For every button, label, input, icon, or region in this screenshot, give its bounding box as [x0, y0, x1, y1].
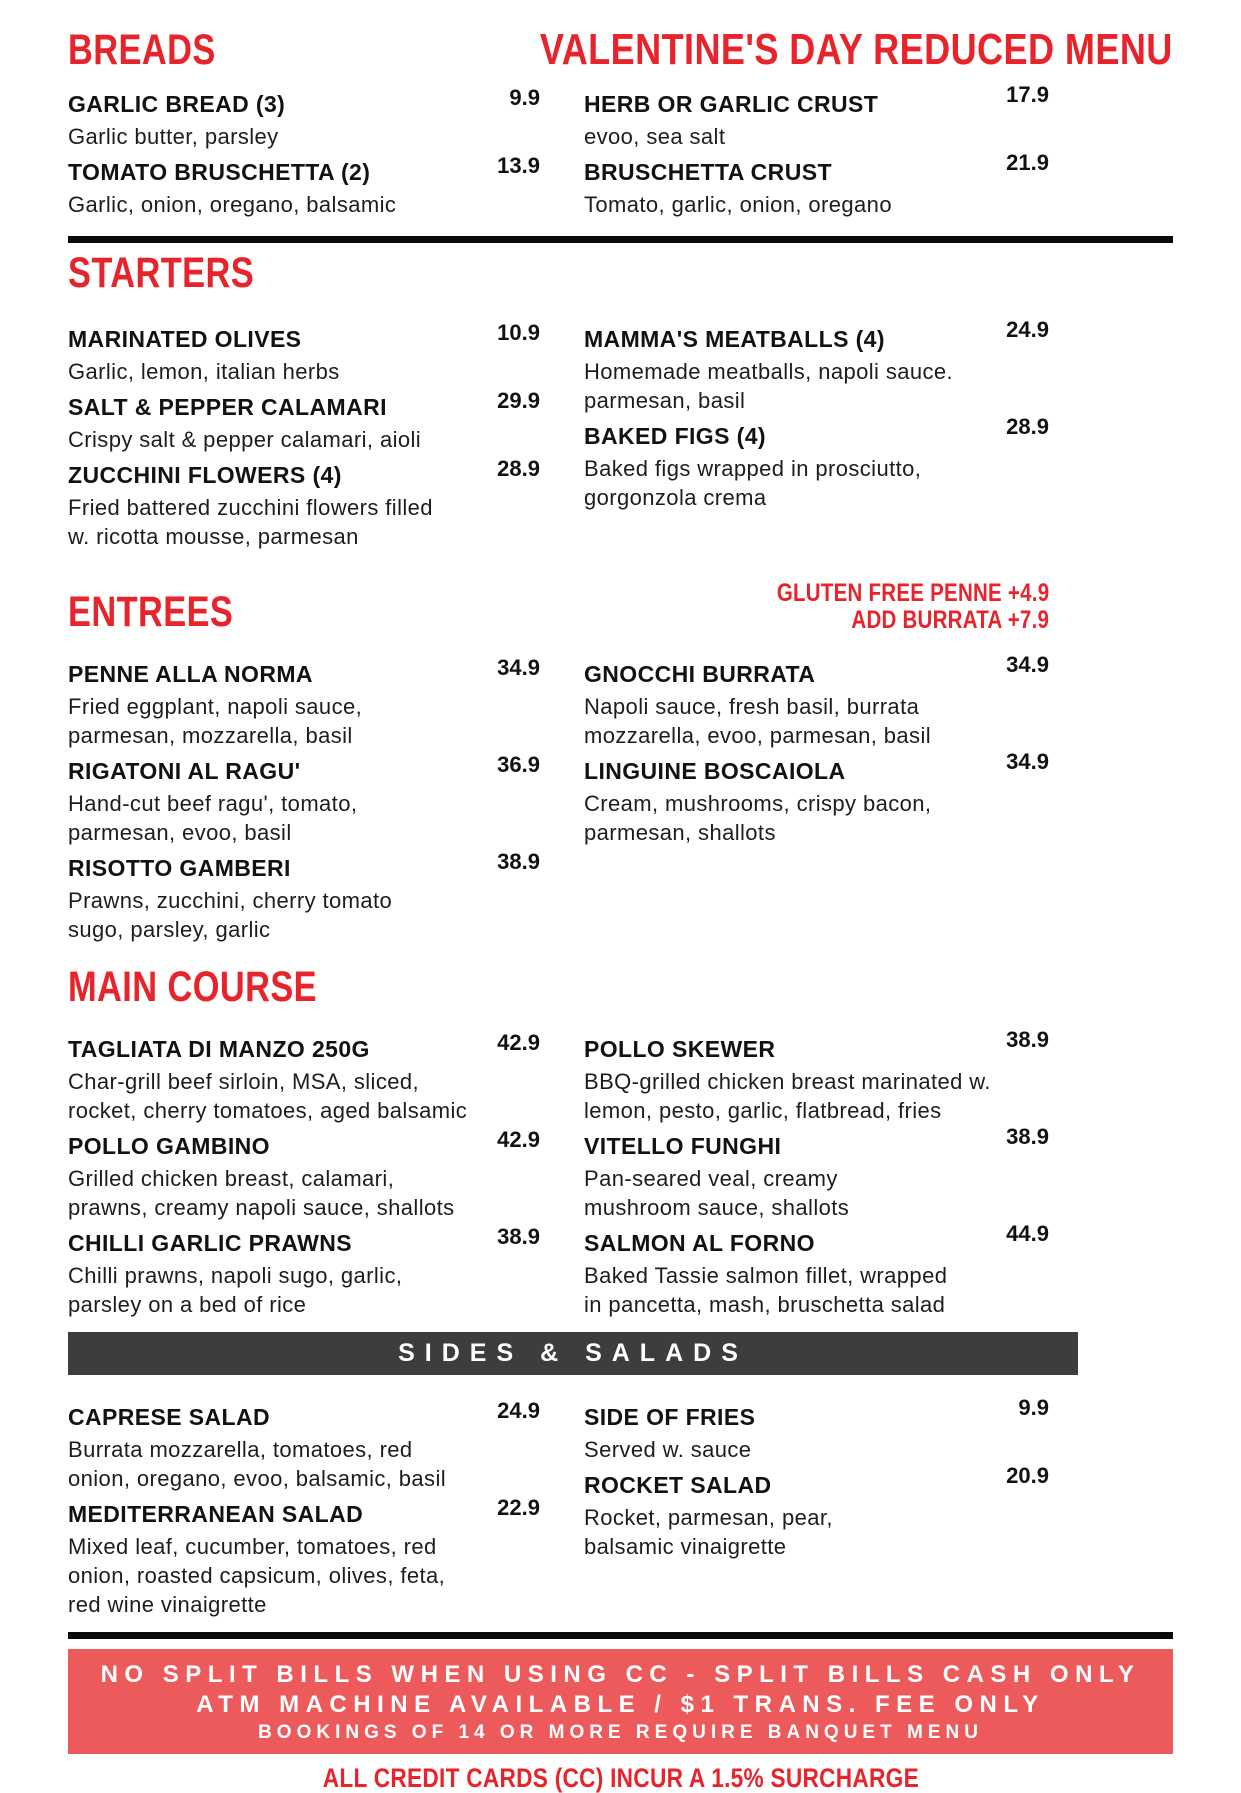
item-desc-line: parmesan, shallots [584, 820, 776, 845]
menu-column [584, 652, 1049, 951]
item-price: 38.9 [497, 1224, 540, 1249]
item-price: 24.9 [1006, 317, 1049, 342]
menu-grid [68, 1395, 1173, 1626]
item-description [584, 1435, 1049, 1464]
banner-label: SIDES & SALADS [398, 1339, 748, 1367]
menu-item-head [68, 320, 540, 353]
menu-grid [68, 1027, 1173, 1326]
item-name: HERB OR GARLIC CRUST [584, 91, 879, 117]
item-price: 21.9 [1006, 150, 1049, 175]
menu-column [584, 317, 1049, 558]
menu-column [584, 1027, 1049, 1326]
section-breads [68, 82, 1173, 226]
menu-item [68, 388, 540, 454]
surcharge-note-wrap [68, 1763, 1173, 1793]
menu-item [584, 1027, 1049, 1125]
menu-item-head [584, 1395, 1049, 1431]
item-description [68, 357, 540, 386]
item-description [68, 1164, 540, 1222]
item-name: BRUSCHETTA CRUST [584, 159, 832, 185]
menu-item-head [584, 150, 1049, 186]
item-desc-line: Napoli sauce, fresh basil, burrata [584, 694, 920, 719]
menu-item [68, 456, 540, 551]
item-desc-line: gorgonzola crema [584, 485, 767, 510]
menu-item [584, 1124, 1049, 1222]
menu-item-head [68, 1030, 540, 1063]
item-desc-line: Rocket, parmesan, pear, [584, 1505, 833, 1530]
note-line: GLUTEN FREE PENNE +4.9 [776, 579, 1049, 607]
menu-column [68, 655, 540, 951]
sides-salads-banner [68, 1332, 1078, 1375]
menu-column [68, 1398, 540, 1626]
item-price: 34.9 [497, 655, 540, 680]
note-line-wrap [717, 607, 1049, 634]
item-desc-line: Fried eggplant, napoli sauce, [68, 694, 363, 719]
note-line: ADD BURRATA +7.9 [851, 606, 1049, 634]
menu-item [584, 82, 1049, 151]
item-description [68, 692, 540, 750]
section-notes [717, 580, 1049, 634]
item-desc-line: Crispy salt & pepper calamari, aioli [68, 427, 422, 452]
item-price: 9.9 [1018, 1395, 1049, 1420]
menu-item-head [584, 414, 1049, 450]
menu-item [68, 1030, 540, 1125]
item-description [584, 1067, 1049, 1125]
item-desc-line: BBQ-grilled chicken breast marinated w. [584, 1069, 991, 1094]
item-name: VITELLO FUNGHI [584, 1133, 782, 1159]
item-name: CAPRESE SALAD [68, 1404, 271, 1430]
item-description [584, 122, 1049, 151]
note-line-wrap [717, 580, 1049, 607]
item-price: 38.9 [1006, 1027, 1049, 1052]
item-description [68, 1435, 540, 1493]
menu-item-head [584, 652, 1049, 688]
menu-item [68, 1495, 540, 1619]
footer-notice-line: BOOKINGS OF 14 OR MORE REQUIRE BANQUET MENU [258, 1722, 983, 1743]
footer-notice-box [68, 1649, 1173, 1754]
menu-item [68, 85, 540, 151]
item-desc-line: Tomato, garlic, onion, oregano [584, 192, 892, 217]
item-name: MARINATED OLIVES [68, 326, 302, 352]
item-desc-line: balsamic vinaigrette [584, 1534, 787, 1559]
menu-item [68, 1127, 540, 1222]
page-title: VALENTINE'S DAY REDUCED MENU [540, 25, 1173, 74]
item-desc-line: parsley on a bed of rice [68, 1292, 307, 1317]
menu-grid [68, 82, 1173, 226]
section-heading-row [68, 965, 1049, 1009]
menu-item [584, 414, 1049, 512]
item-price: 34.9 [1006, 652, 1049, 677]
item-price: 9.9 [509, 85, 540, 110]
item-desc-line: Grilled chicken breast, calamari, [68, 1166, 395, 1191]
item-desc-line: Baked Tassie salmon fillet, wrapped [584, 1263, 948, 1288]
menu-item [584, 150, 1049, 219]
item-price: 17.9 [1006, 82, 1049, 107]
item-name: SALMON AL FORNO [584, 1230, 815, 1256]
item-name: ROCKET SALAD [584, 1472, 772, 1498]
item-description [584, 789, 1049, 847]
item-name: GARLIC BREAD (3) [68, 91, 286, 117]
page-header [68, 25, 1173, 74]
item-name: CHILLI GARLIC PRAWNS [68, 1230, 352, 1256]
item-description [68, 190, 540, 219]
menu-item-head [584, 1027, 1049, 1063]
item-desc-line: Hand-cut beef ragu', tomato, [68, 791, 358, 816]
item-name: POLLO SKEWER [584, 1036, 776, 1062]
menu-column [68, 1030, 540, 1326]
section-heading-main_course: MAIN COURSE [68, 963, 318, 1011]
item-description [584, 1503, 1049, 1561]
item-price: 42.9 [497, 1127, 540, 1152]
item-desc-line: Baked figs wrapped in prosciutto, [584, 456, 922, 481]
menu-sections [68, 82, 1173, 1626]
item-desc-line: Char-grill beef sirloin, MSA, sliced, [68, 1069, 420, 1094]
item-name: TOMATO BRUSCHETTA (2) [68, 159, 371, 185]
item-desc-line: Prawns, zucchini, cherry tomato [68, 888, 393, 913]
menu-item [68, 752, 540, 847]
item-name: ZUCCHINI FLOWERS (4) [68, 462, 342, 488]
menu-item-head [68, 849, 540, 882]
menu-item [584, 652, 1049, 750]
menu-item [68, 1398, 540, 1493]
item-name: POLLO GAMBINO [68, 1133, 270, 1159]
item-description [584, 190, 1049, 219]
footer-notice-line: NO SPLIT BILLS WHEN USING CC - SPLIT BILLS CASH ONLY [100, 1661, 1141, 1688]
menu-item-head [68, 1495, 540, 1528]
item-desc-line: Mixed leaf, cucumber, tomatoes, red [68, 1534, 437, 1559]
item-desc-line: parmesan, evoo, basil [68, 820, 292, 845]
item-name: MEDITERRANEAN SALAD [68, 1501, 364, 1527]
item-name: RISOTTO GAMBERI [68, 855, 291, 881]
item-price: 44.9 [1006, 1221, 1049, 1246]
item-price: 38.9 [1006, 1124, 1049, 1149]
item-name: PENNE ALLA NORMA [68, 661, 313, 687]
menu-item-head [68, 1224, 540, 1257]
item-price: 29.9 [497, 388, 540, 413]
item-description [68, 1532, 540, 1619]
item-price: 24.9 [497, 1398, 540, 1423]
item-desc-line: evoo, sea salt [584, 124, 726, 149]
item-description [584, 692, 1049, 750]
menu-item [584, 317, 1049, 415]
menu-item-head [584, 82, 1049, 118]
item-price: 28.9 [1006, 414, 1049, 439]
item-name: TAGLIATA DI MANZO 250G [68, 1036, 370, 1062]
menu-item [68, 849, 540, 944]
section-heading-entrees: ENTREES [68, 588, 234, 636]
footer-notice-line: ATM MACHINE AVAILABLE / $1 TRANS. FEE ONLY [196, 1691, 1045, 1718]
item-desc-line: prawns, creamy napoli sauce, shallots [68, 1195, 455, 1220]
menu-column [68, 320, 540, 558]
section-main_course [68, 965, 1173, 1326]
item-description [584, 454, 1049, 512]
item-desc-line: parmesan, mozzarella, basil [68, 723, 353, 748]
item-desc-line: onion, oregano, evoo, balsamic, basil [68, 1466, 447, 1491]
item-desc-line: red wine vinaigrette [68, 1592, 267, 1617]
item-name: MAMMA'S MEATBALLS (4) [584, 326, 885, 352]
item-desc-line: Burrata mozzarella, tomatoes, red [68, 1437, 413, 1462]
menu-item-head [68, 388, 540, 421]
item-description [68, 789, 540, 847]
section-heading-starters: STARTERS [68, 249, 255, 297]
item-desc-line: mushroom sauce, shallots [584, 1195, 850, 1220]
section-heading-breads: BREADS [68, 26, 216, 74]
menu-column [584, 82, 1049, 226]
item-name: GNOCCHI BURRATA [584, 661, 816, 687]
item-desc-line: Homemade meatballs, napoli sauce. [584, 359, 954, 384]
menu-item-head [68, 655, 540, 688]
menu-grid [68, 652, 1173, 951]
item-desc-line: Cream, mushrooms, crispy bacon, [584, 791, 932, 816]
menu-item [68, 1224, 540, 1319]
section-divider [68, 236, 1173, 243]
menu-item-head [68, 456, 540, 489]
item-price: 28.9 [497, 456, 540, 481]
menu-item [584, 749, 1049, 847]
item-desc-line: Chilli prawns, napoli sugo, garlic, [68, 1263, 403, 1288]
menu-item-head [584, 1124, 1049, 1160]
section-heading-row [68, 251, 1049, 295]
item-price: 20.9 [1006, 1463, 1049, 1488]
item-description [68, 1261, 540, 1319]
item-desc-line: lemon, pesto, garlic, flatbread, fries [584, 1098, 942, 1123]
item-description [584, 1164, 1049, 1222]
item-desc-line: mozzarella, evoo, parmesan, basil [584, 723, 932, 748]
menu-item [584, 1395, 1049, 1464]
menu-item-head [68, 153, 540, 186]
item-desc-line: Garlic, onion, oregano, balsamic [68, 192, 397, 217]
menu-item [584, 1221, 1049, 1319]
item-description [68, 122, 540, 151]
item-name: SIDE OF FRIES [584, 1404, 756, 1430]
item-price: 13.9 [497, 153, 540, 178]
item-desc-line: rocket, cherry tomatoes, aged balsamic [68, 1098, 468, 1123]
item-desc-line: onion, roasted capsicum, olives, feta, [68, 1563, 446, 1588]
section-sides_salads [68, 1332, 1173, 1626]
item-price: 34.9 [1006, 749, 1049, 774]
menu-item [68, 153, 540, 219]
item-price: 22.9 [497, 1495, 540, 1520]
menu-item [68, 655, 540, 750]
item-desc-line: Garlic butter, parsley [68, 124, 279, 149]
item-name: BAKED FIGS (4) [584, 423, 766, 449]
item-name: SALT & PEPPER CALAMARI [68, 394, 387, 420]
menu-item-head [584, 1463, 1049, 1499]
menu-item-head [584, 1221, 1049, 1257]
menu-grid [68, 317, 1173, 558]
item-price: 10.9 [497, 320, 540, 345]
item-desc-line: Served w. sauce [584, 1437, 752, 1462]
menu-item [68, 320, 540, 386]
item-description [584, 1261, 1049, 1319]
menu-item-head [68, 85, 540, 118]
menu-column [584, 1395, 1049, 1626]
item-price: 42.9 [497, 1030, 540, 1055]
item-desc-line: parmesan, basil [584, 388, 746, 413]
menu-item-head [584, 317, 1049, 353]
menu-item-head [584, 749, 1049, 785]
menu-column [68, 85, 540, 226]
item-description [68, 1067, 540, 1125]
section-entrees [68, 580, 1173, 951]
menu-item-head [68, 752, 540, 785]
item-description [68, 493, 540, 551]
section-starters [68, 251, 1173, 558]
item-desc-line: w. ricotta mousse, parmesan [68, 524, 359, 549]
item-price: 36.9 [497, 752, 540, 777]
item-name: LINGUINE BOSCAIOLA [584, 758, 846, 784]
item-name: RIGATONI AL RAGU' [68, 758, 301, 784]
item-desc-line: Fried battered zucchini flowers filled [68, 495, 433, 520]
section-heading-row [68, 580, 1049, 634]
item-desc-line: Garlic, lemon, italian herbs [68, 359, 340, 384]
item-description [68, 425, 540, 454]
menu-item-head [68, 1127, 540, 1160]
menu-item-head [68, 1398, 540, 1431]
item-description [68, 886, 540, 944]
item-description [584, 357, 1049, 415]
surcharge-note: ALL CREDIT CARDS (CC) INCUR A 1.5% SURCHARGE [322, 1763, 919, 1793]
footer-divider [68, 1632, 1173, 1639]
item-price: 38.9 [497, 849, 540, 874]
item-desc-line: sugo, parsley, garlic [68, 917, 271, 942]
item-desc-line: Pan-seared veal, creamy [584, 1166, 838, 1191]
item-desc-line: in pancetta, mash, bruschetta salad [584, 1292, 946, 1317]
menu-item [584, 1463, 1049, 1561]
